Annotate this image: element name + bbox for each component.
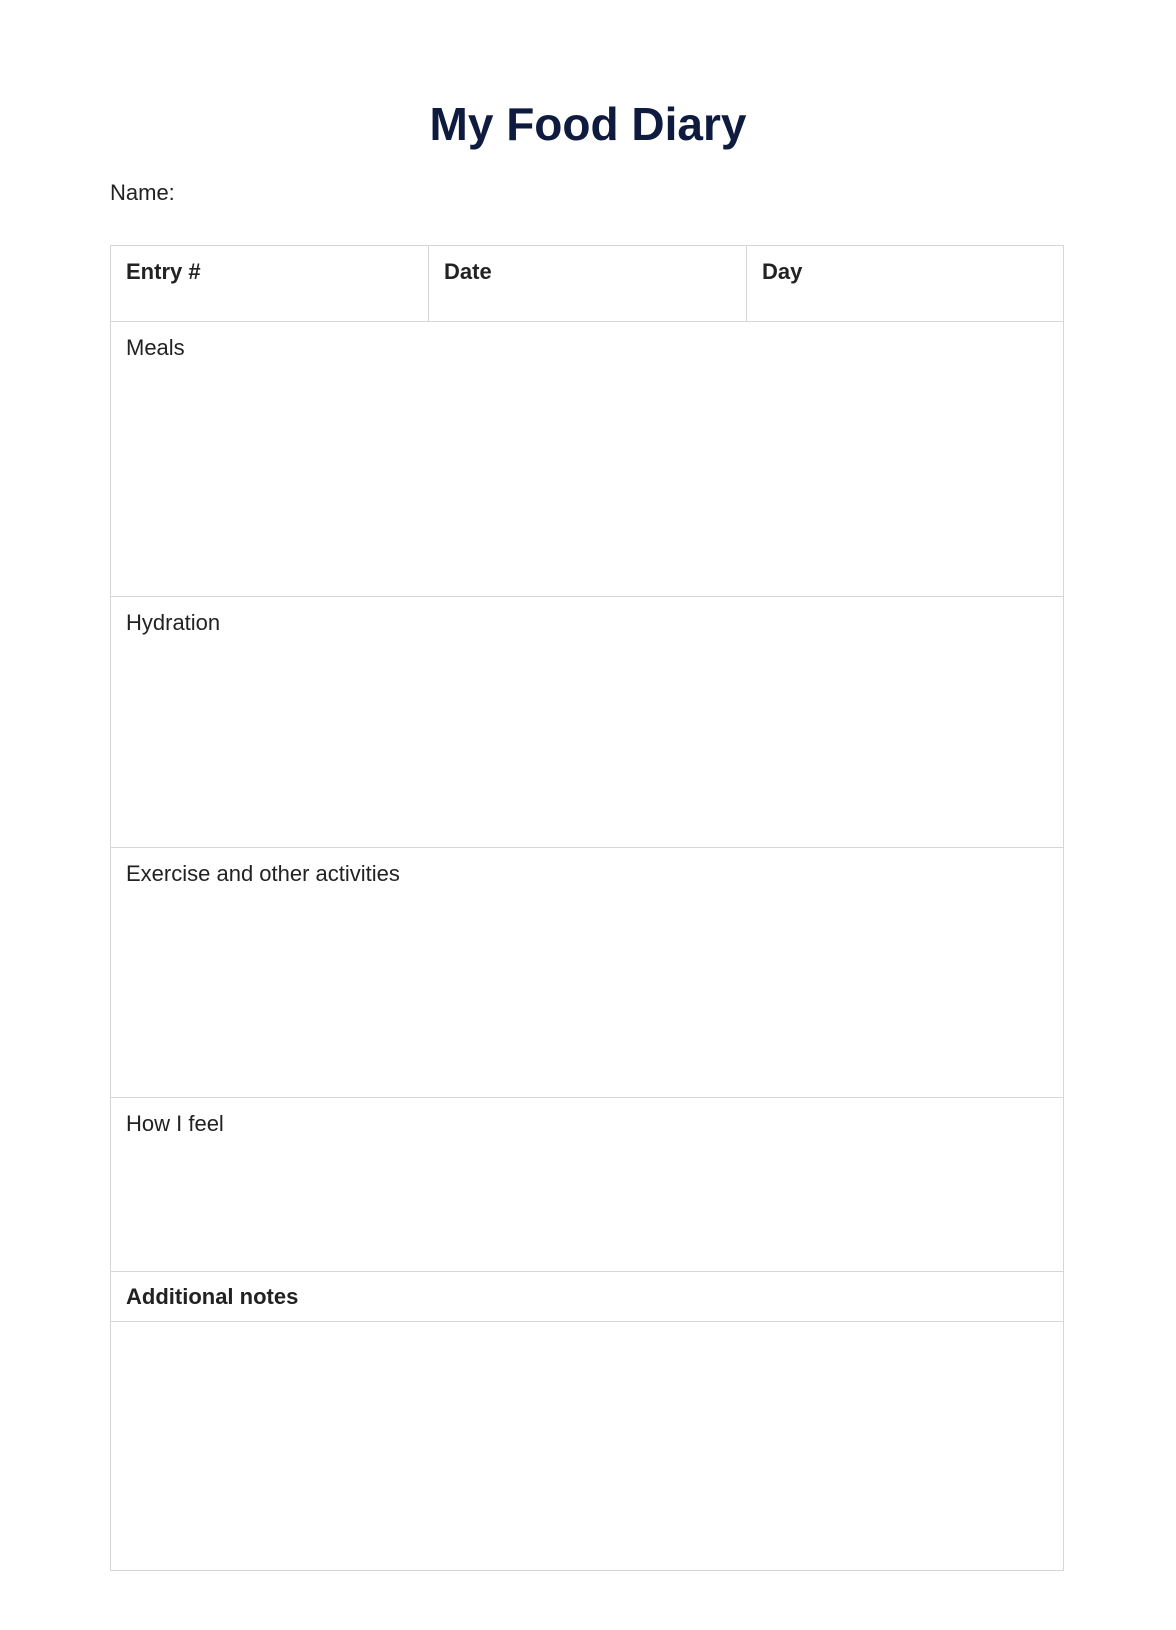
hydration-section — [111, 597, 1063, 846]
exercise-section — [111, 848, 1063, 1096]
date-label: Date — [444, 259, 492, 284]
exercise-label: Exercise and other activities — [126, 861, 400, 886]
additional-notes-label: Additional notes — [126, 1284, 299, 1309]
diary-form — [110, 245, 1064, 1571]
feelings-label: How I feel — [126, 1111, 224, 1136]
entry-number-label: Entry # — [126, 259, 201, 284]
page-title: My Food Diary — [429, 98, 747, 150]
day-label: Day — [762, 259, 803, 284]
name-label: Name: — [110, 180, 175, 205]
meals-section — [111, 322, 1063, 595]
feelings-section — [111, 1098, 1063, 1271]
additional-notes-area — [111, 1322, 1063, 1570]
hydration-label: Hydration — [126, 610, 221, 635]
meals-label: Meals — [126, 335, 185, 360]
